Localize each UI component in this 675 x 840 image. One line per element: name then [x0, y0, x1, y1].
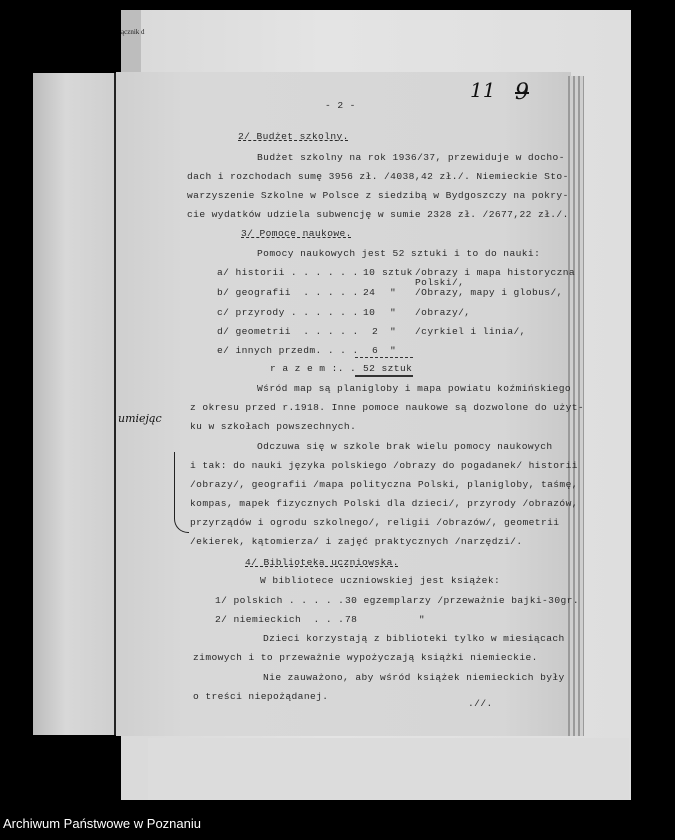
archive-watermark: Archiwum Państwowe w Poznaniu [3, 816, 201, 831]
book-item-label: 2/ niemieckich . . . [215, 614, 345, 625]
section3-intro: Pomocy naukowych jest 52 sztuki i to do nauki: [257, 248, 541, 259]
aid-item-label: e/ innych przedm. . . . [217, 345, 359, 356]
end-mark: .//. [468, 698, 493, 709]
book-item-label: 1/ polskich . . . . . [215, 595, 345, 606]
aid-item-unit: " [390, 287, 397, 298]
margin-bracket [174, 452, 189, 533]
section2-line: dach i rozchodach sumę 3956 zł. /4038,42 zł./. Niemieckie Sto- [187, 171, 569, 182]
book-item-value: 78 " [345, 614, 426, 625]
para-line: Wśród map są planigloby i mapa powiatu koźmińskiego [257, 383, 572, 394]
book-item-value: 30 egzemplarzy /przeważnie bajki-30gr. [345, 595, 579, 606]
para-line: Odczuwa się w szkole brak wielu pomocy naukowych [257, 441, 553, 452]
aid-item-count: 6 [372, 345, 379, 356]
para-line: Dzieci korzystają z biblioteki tylko w miesiącach [263, 633, 565, 644]
aid-item-unit: " [390, 326, 397, 337]
para-line: i tak: do nauki języka polskiego /obrazy do pogadanek/ historii [190, 460, 578, 471]
folio-number: 11 [470, 78, 496, 102]
aid-item-count: 2 [372, 326, 379, 337]
para-line: Nie zauważono, aby wśród książek niemieckich były [263, 672, 565, 683]
aid-item-note: /cyrkiel i linia/, [415, 326, 526, 337]
section2-line: Budżet szkolny na rok 1936/37, przewiduje w docho- [257, 152, 565, 163]
total-rule [355, 375, 413, 377]
back-sheet-tab [121, 10, 141, 72]
para-line: z okresu przed r.1918. Inne pomoce naukowe są dozwolone do użyt- [190, 402, 585, 413]
aid-item-count: 24 [363, 287, 376, 298]
aid-item-label: a/ historii . . . . . . [217, 267, 359, 278]
aid-item-label: d/ geometrii . . . . . [217, 326, 359, 337]
page-number: - 2 - [325, 100, 356, 111]
aid-item-note: /obrazy i mapa historyczna [415, 267, 576, 278]
section2-line: cie wydatków udziela subwencję w sumie 2328 zł. /2677,22 zł./. [187, 209, 569, 220]
page-fold [114, 73, 116, 735]
aid-item-note: /Obrazy, mapy i globus/, [415, 287, 563, 298]
para-line: zimowych i to przeważnie wypożyczają książki niemieckie. [193, 652, 538, 663]
aid-item-label: c/ przyrody . . . . . . [217, 307, 359, 318]
section2-heading: 2/ Budżet szkolny. [238, 131, 349, 142]
sum-rule [355, 357, 413, 358]
folio-crossed: 9 [515, 80, 529, 105]
aid-item-unit: " [390, 345, 397, 356]
section4-heading: 4/ Biblioteka uczniowska. [245, 557, 399, 568]
aid-item-note2: Polski/, [415, 277, 465, 288]
para-line: o treści niepożądanej. [193, 691, 329, 702]
aid-item-count: 10 [363, 307, 376, 318]
para-line: przyrządów i ogrodu szkolnego/, religii /obrazów/, geometrii [190, 517, 560, 528]
para-line: /ekierek, kątomierza/ i zajęć praktycznych /narzędzi/. [190, 536, 523, 547]
back-sheet-bottom [148, 738, 629, 800]
aid-item-unit: " [390, 307, 397, 318]
para-line: kompas, mapek fizycznych Polski dla dzieci/, przyrody /obrazów, [190, 498, 578, 509]
back-sheet-label: ącznik d [121, 28, 145, 36]
folded-left-page [33, 73, 115, 735]
section3-heading: 3/ Pomoce naukowe. [241, 228, 352, 239]
aid-item-note: /obrazy/, [415, 307, 471, 318]
aid-item-unit: sztuk [382, 267, 413, 278]
aid-item-label: b/ geografii . . . . . [217, 287, 359, 298]
section4-intro: W bibliotece uczniowskiej jest książek: [260, 575, 501, 586]
total-value: 52 sztuk [363, 363, 413, 374]
section2-line: warzyszenie Szkolne w Polsce z siedzibą w Bydgoszczy na pokry- [187, 190, 569, 201]
para-line: ku w szkołach powszechnych. [190, 421, 357, 432]
para-line: /obrazy/, geografii /mapa polityczna Polski, planigloby, taśmę, [190, 479, 578, 490]
margin-note: umiejąc [118, 412, 162, 425]
total-label: r a z e m :. . [270, 363, 357, 374]
aid-item-count: 10 [363, 267, 376, 278]
